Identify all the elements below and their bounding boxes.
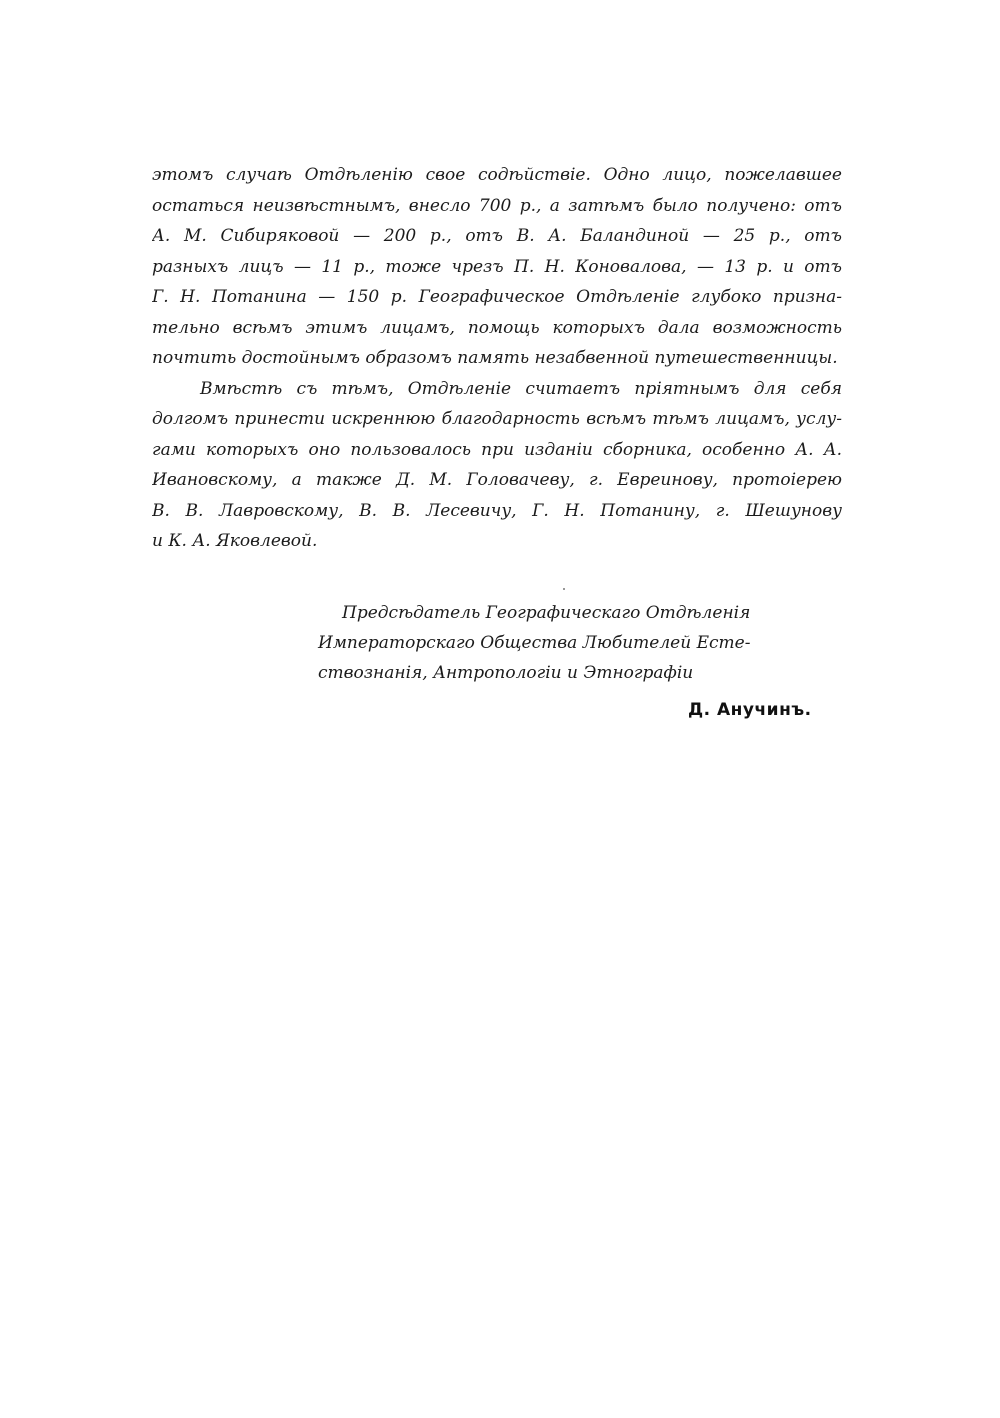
text-line: и К. А. Яковлевой.: [152, 531, 318, 551]
text-line: Ивановскому, а также Д. М. Головачеву, г. Евреинову, протоіерею: [152, 470, 842, 490]
text-line: долгомъ принести искреннюю благодарность всѣмъ тѣмъ лицамъ, услу-: [152, 409, 842, 429]
text-line: тельно всѣмъ этимъ лицамъ, помощь которыхъ дала возможность: [152, 317, 842, 338]
text-line: Вмѣстѣ съ тѣмъ, Отдѣленіе считаетъ пріятнымъ для себя: [200, 378, 842, 399]
text-line: этомъ случаѣ Отдѣленію свое содѣйствіе. Одно лицо, пожелавшее: [152, 165, 842, 185]
text-line: Г. Н. Потанина — 150 р. Географическое Отдѣленіе глубоко призна-: [152, 287, 842, 307]
signature-title-line: ствознанія, Антропологіи и Этнографіи: [318, 663, 694, 683]
text-line: А. М. Сибиряковой — 200 р., отъ В. А. Баландиной — 25 р., отъ: [152, 226, 842, 246]
scan-speck: [563, 588, 565, 590]
signature-title-line: Императорскаго Общества Любителей Есте-: [318, 633, 751, 653]
signer-name: Д. Анучинъ.: [688, 700, 812, 720]
text-line: разныхъ лицъ — 11 р., тоже чрезъ П. Н. Коновалова, — 13 р. и отъ: [152, 256, 842, 277]
signature-title-line: Предсѣдатель Географическаго Отдѣленія: [342, 603, 751, 623]
body-text: [152, 160, 842, 557]
text-line: гами которыхъ оно пользовалось при изданіи сборника, особенно А. А.: [152, 439, 842, 460]
text-line: В. В. Лавровскому, В. В. Лесевичу, Г. Н. Потанину, г. Шешунову: [152, 500, 842, 521]
paragraph-1: [152, 160, 842, 374]
text-line: почтить достойнымъ образомъ память незабвенной путешественницы.: [152, 348, 838, 368]
text-line: остаться неизвѣстнымъ, внесло 700 р., а затѣмъ было получено: отъ: [152, 195, 842, 216]
paragraph-2: [152, 374, 842, 557]
signature-title: [318, 598, 838, 688]
